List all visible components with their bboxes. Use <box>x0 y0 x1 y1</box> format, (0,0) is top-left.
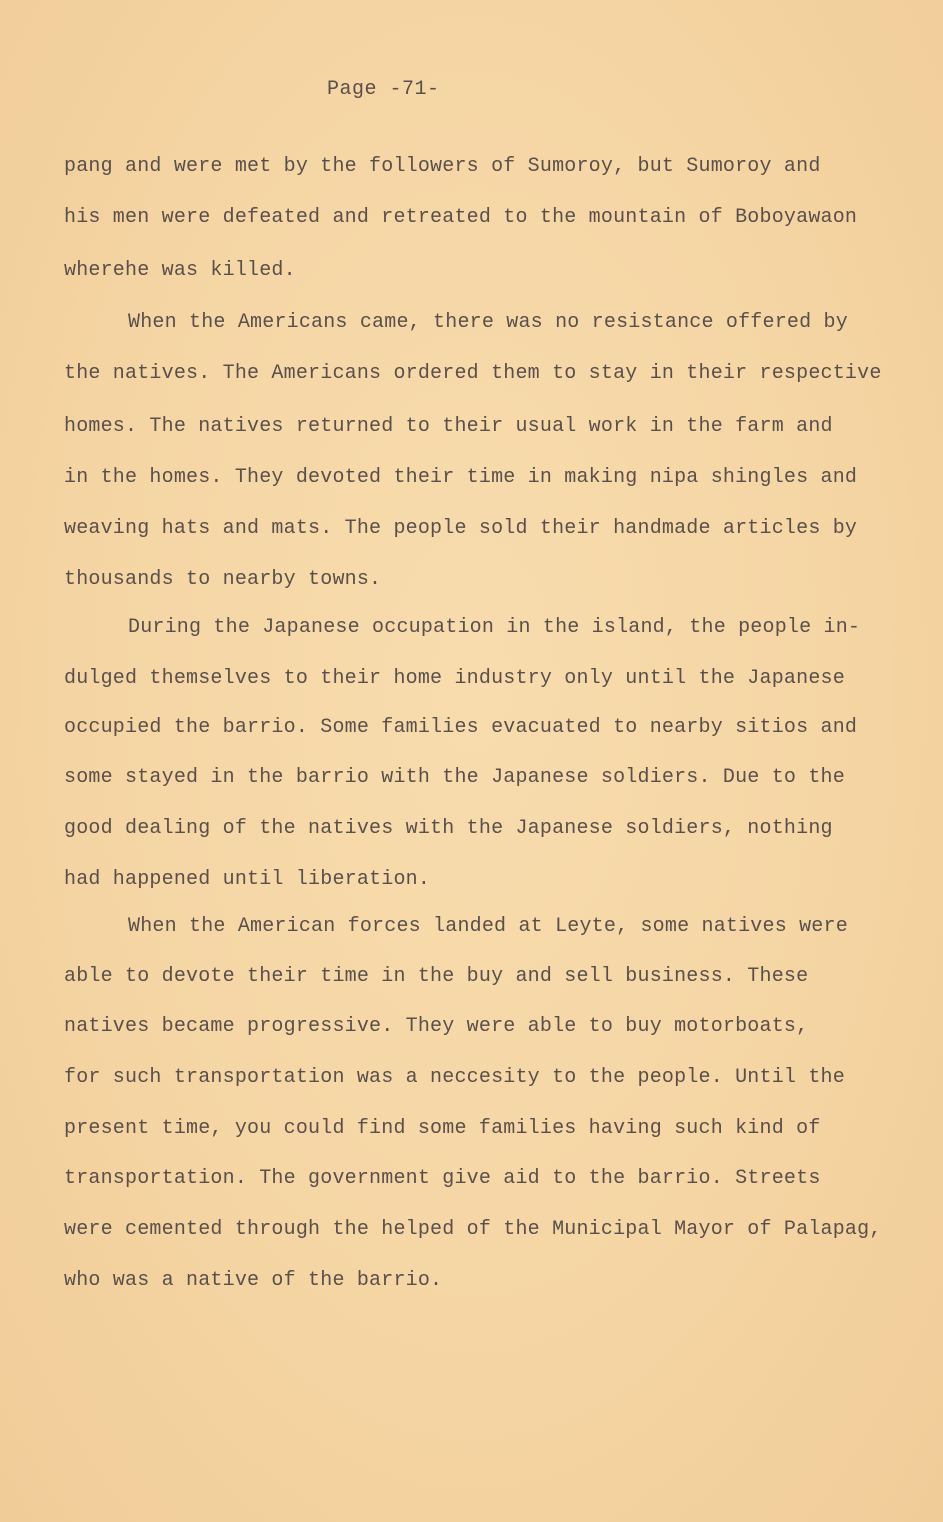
text-line: who was a native of the barrio. <box>64 1269 443 1292</box>
text-line: some stayed in the barrio with the Japanese soldiers. Due to the <box>64 766 845 789</box>
text-line: thousands to nearby towns. <box>64 568 382 591</box>
text-line: pang and were met by the followers of Sumoroy, but Sumoroy and <box>64 155 821 178</box>
text-line: wherehe was killed. <box>64 259 296 282</box>
text-line: When the Americans came, there was no resistance offered by <box>128 311 848 334</box>
text-line: occupied the barrio. Some families evacuated to nearby sitios and <box>64 716 858 739</box>
text-line: When the American forces landed at Leyte, some natives were <box>128 915 848 938</box>
text-line: were cemented through the helped of the Municipal Mayor of Palapag, <box>64 1218 882 1241</box>
text-line: weaving hats and mats. The people sold their handmade articles by <box>64 517 858 540</box>
text-line: present time, you could find some families having such kind of <box>64 1117 821 1140</box>
text-line: in the homes. They devoted their time in making nipa shingles and <box>64 466 858 489</box>
page-number: Page -71- <box>327 78 440 101</box>
text-line: for such transportation was a neccesity to the people. Until the <box>64 1066 845 1089</box>
text-line: transportation. The government give aid to the barrio. Streets <box>64 1167 821 1190</box>
text-line: the natives. The Americans ordered them to stay in their respective <box>64 362 882 385</box>
text-line: homes. The natives returned to their usual work in the farm and <box>64 415 833 438</box>
text-line: his men were defeated and retreated to the mountain of Boboyawaon <box>64 206 858 229</box>
text-line: dulged themselves to their home industry only until the Japanese <box>64 667 845 690</box>
text-line: able to devote their time in the buy and sell business. These <box>64 965 809 988</box>
text-line: During the Japanese occupation in the island, the people in- <box>128 616 861 639</box>
text-line: natives became progressive. They were able to buy motorboats, <box>64 1015 809 1038</box>
text-line: good dealing of the natives with the Japanese soldiers, nothing <box>64 817 833 840</box>
text-line: had happened until liberation. <box>64 868 431 891</box>
